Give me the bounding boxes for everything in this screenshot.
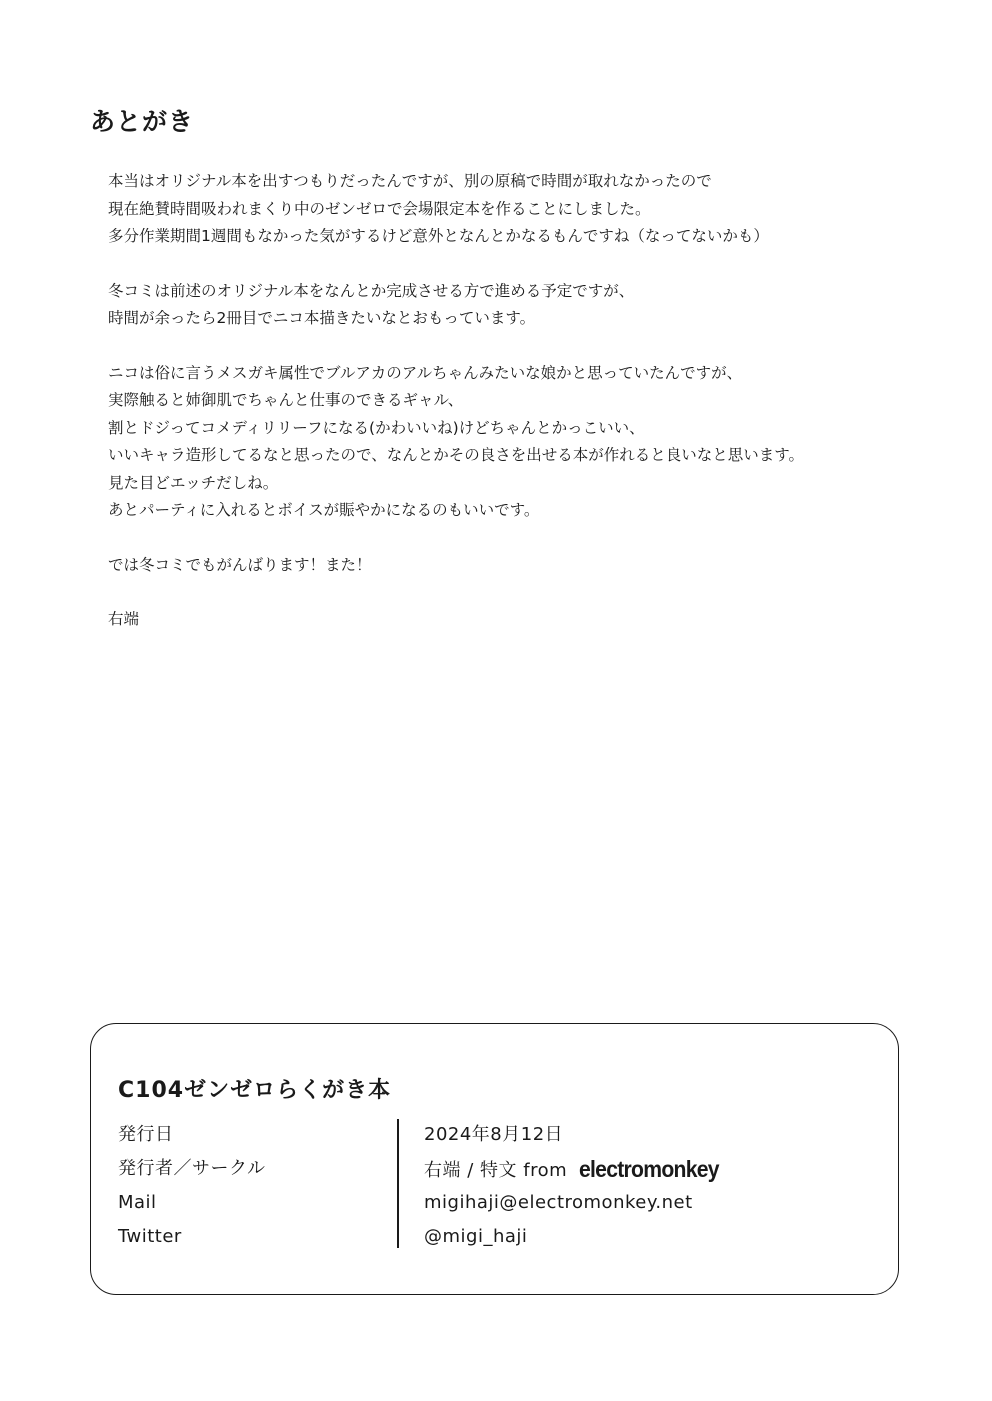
column-divider [397,1119,399,1248]
colophon-labels [118,1121,265,1257]
electromonkey-logo: electromonkey [579,1156,720,1182]
text-line: 多分作業期間1週間もなかった気がするけど意外となんとかなるもんですね（なってないかも） [108,227,769,245]
paragraph [108,168,928,251]
value-date: 2024年8月12日 [424,1124,564,1145]
text-line: 右端 [108,610,140,628]
text-line: いいキャラ造形してるなと思ったので、なんとかその良さを出せる本が作れると良いなと思います。 [108,446,804,464]
text-line: ニコは俗に言うメスガキ属性でブルアカのアルちゃんみたいな娘かと思っていたんですが、 [108,363,743,382]
text-line: 実際触ると姉御肌でちゃんと仕事のできるギャル、 [108,391,464,409]
value-mail: migihaji@electromonkey.net [424,1192,693,1213]
text-line: 見た目どエッチだしね。 [108,473,279,492]
value-twitter: @migi_haji [424,1226,528,1247]
paragraph [108,278,928,333]
label-mail: Mail [118,1192,157,1213]
text-line: 時間が余ったら2冊目でニコ本描きたいなとおもっています。 [108,309,536,327]
paragraph [108,360,928,525]
text-line: 本当はオリジナル本を出すつもりだったんですが、別の原稿で時間が取れなかったので [108,172,712,190]
label-publisher: 発行者／サークル [118,1158,266,1179]
text-line: 割とドジってコメディリリーフになる(かわいいね)けどちゃんとかっこいい、 [108,418,645,437]
signature [108,606,928,634]
colophon-values [424,1121,731,1257]
afterword-body [108,168,928,661]
colophon-title: C104ゼンゼロらくがき本 [118,1078,392,1103]
afterword-heading: あとがき [90,107,195,136]
text-line: 現在絶賛時間吸われまくり中のゼンゼロで会場限定本を作ることにしました。 [108,199,651,218]
value-publisher [424,1155,731,1189]
paragraph [108,552,928,580]
label-date: 発行日 [118,1124,174,1145]
publisher-text: 右端 / 特文 from [424,1160,568,1181]
text-line: あとパーティに入れるとボイスが賑やかになるのもいいです。 [108,501,540,519]
colophon-box [90,1023,899,1295]
text-line: 冬コミは前述のオリジナル本をなんとか完成させる方で進める予定ですが、 [108,281,635,300]
text-line: では冬コミでもがんばります！また！ [108,555,372,574]
label-twitter: Twitter [118,1226,182,1247]
